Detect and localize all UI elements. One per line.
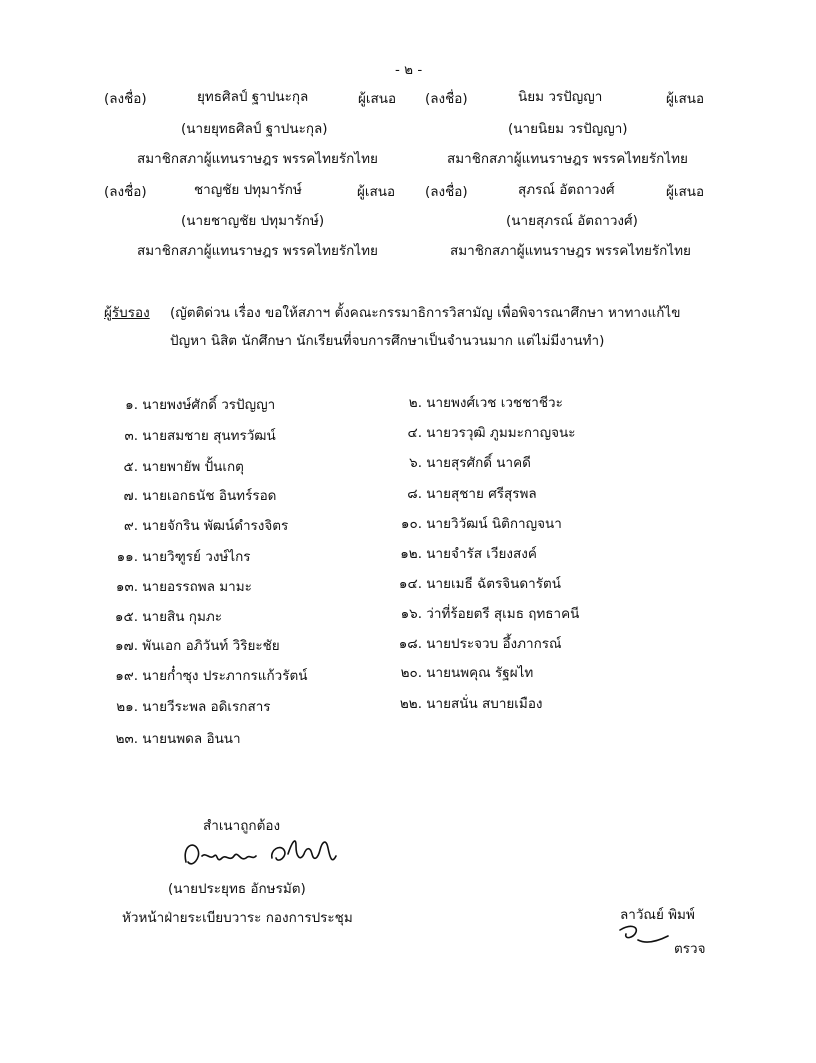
motion-subject-line2: ปัญหา นิสิต นักศึกษา นักเรียนที่จบการศึกษาเป็นจำนวนมาก แต่ไม่มีงานทำ) <box>170 333 605 349</box>
proposer-role: ผู้เสนอ <box>666 184 705 200</box>
signature-text: นิยม วรปัญญา <box>518 89 603 105</box>
endorser-name: นายพงศ์เวช เวชชาชีวะ <box>426 395 563 411</box>
item-number: ๓. <box>124 428 138 444</box>
certifier-name: (นายประยุทธ อักษรมัต) <box>168 881 306 897</box>
item-number: ๑๗. <box>114 638 138 654</box>
proposer-name: (นายยุทธศิลป์ ฐาปนะกุล) <box>181 121 328 137</box>
endorser-name: นายอรรถพล มามะ <box>142 579 252 595</box>
list-item <box>388 692 543 714</box>
motion-subject-line1: (ญัตติด่วน เรื่อง ขอให้สภาฯ ตั้งคณะกรรมาธิการวิสามัญ เพื่อพิจารณาศึกษา หาทางแก้ไข <box>170 305 681 321</box>
list-item <box>388 482 537 504</box>
endorser-name: นายวิวัฒน์ นิติกาญจนา <box>426 516 562 532</box>
list-item <box>104 634 280 656</box>
item-number: ๑๖. <box>400 606 422 622</box>
endorser-name: นายจำรัส เวียงสงค์ <box>426 546 537 562</box>
endorser-name: นายเมธี ฉัตรจินดารัตน์ <box>426 576 562 592</box>
certified-copy-label: สำเนาถูกต้อง <box>203 818 281 834</box>
list-item <box>388 512 562 534</box>
endorser-name: นายสุรศักดิ์ นาคดี <box>426 455 531 471</box>
item-number: ๑. <box>125 397 138 413</box>
endorser-name: นายสมชาย สุนทรวัฒน์ <box>142 428 276 444</box>
endorser-name: นายพายัพ ปั้นเกตุ <box>142 459 244 475</box>
list-item <box>104 514 288 536</box>
proposer-name: (นายนิยม วรปัญญา) <box>508 121 628 137</box>
list-item <box>388 391 563 413</box>
endorser-name: พันเอก อภิวันท์ วิริยะชัย <box>142 638 280 654</box>
list-item <box>388 421 576 443</box>
item-number: ๕. <box>123 459 138 475</box>
item-number: ๑๘. <box>398 636 422 652</box>
initial-signature <box>616 922 676 948</box>
item-number: ๑๓. <box>115 579 138 595</box>
list-item <box>104 664 308 686</box>
endorser-name: นายก๋ำซุง ประภากรแก้วรัตน์ <box>142 668 308 684</box>
list-item <box>104 575 252 597</box>
list-item <box>388 572 561 594</box>
list-item <box>104 393 275 415</box>
list-item <box>388 632 562 654</box>
endorser-name: นายประจวบ อึ้งภากรณ์ <box>426 636 562 652</box>
sign-prefix: (ลงชื่อ) <box>104 91 147 107</box>
list-item <box>104 484 276 506</box>
sign-prefix: (ลงชื่อ) <box>104 184 147 200</box>
signature-text: ชาญชัย ปทุมารักษ์ <box>194 182 302 198</box>
list-item <box>104 455 244 477</box>
proposer-name: (นายชาญชัย ปทุมารักษ์) <box>181 213 325 229</box>
item-number: ๑๕. <box>114 609 138 625</box>
list-item <box>104 605 222 627</box>
list-item <box>388 602 579 624</box>
endorser-name: ว่าที่ร้อยตรี สุเมธ ฤทธาคนี <box>426 606 580 622</box>
endorser-name: นายสนั่น สบายเมือง <box>426 696 543 712</box>
item-number: ๗. <box>123 488 138 504</box>
item-number: ๒. <box>408 395 422 411</box>
endorser-name: นายเอกธนัช อินทร์รอด <box>142 488 277 504</box>
item-number: ๖. <box>409 455 422 471</box>
item-number: ๒๒. <box>399 696 422 712</box>
list-item <box>388 451 531 473</box>
endorser-name: นายจักริน พัฒน์ดำรงจิตร <box>142 518 289 534</box>
list-item <box>388 661 533 683</box>
certifier-title: หัวหน้าฝ่ายระเบียบวาระ กองการประชุม <box>122 910 353 926</box>
list-item <box>104 545 251 567</box>
item-number: ๑๐. <box>400 516 422 532</box>
endorser-name: นายนพดล อินนา <box>142 731 241 747</box>
endorsers-heading: ผู้รับรอง <box>104 305 150 321</box>
proposer-role: ผู้เสนอ <box>666 91 705 107</box>
signature-text: ยุทธศิลป์ ฐาปนะกุล <box>197 89 309 105</box>
checked-label: ตรวจ <box>674 941 706 957</box>
signature-text: สุภรณ์ อัตถาวงศ์ <box>518 182 615 198</box>
item-number: ๑๒. <box>400 546 422 562</box>
endorser-name: นายพงษ์ศักดิ์ วรปัญญา <box>142 397 276 413</box>
list-item <box>388 542 537 564</box>
page-number: - ๒ - <box>395 62 423 78</box>
item-number: ๑๔. <box>398 576 422 592</box>
endorser-name: นายสุชาย ศรีสุรพล <box>426 486 537 502</box>
sign-prefix: (ลงชื่อ) <box>425 184 468 200</box>
proposer-position: สมาชิกสภาผู้แทนราษฎร พรรคไทยรักไทย <box>450 243 691 259</box>
item-number: ๒๑. <box>116 699 138 715</box>
proposer-name: (นายสุภรณ์ อัตถาวงศ์) <box>506 213 638 229</box>
endorser-name: นายวิฑูรย์ วงษ์ไกร <box>142 549 251 565</box>
proposer-position: สมาชิกสภาผู้แทนราษฎร พรรคไทยรักไทย <box>137 151 378 167</box>
proposer-position: สมาชิกสภาผู้แทนราษฎร พรรคไทยรักไทย <box>137 243 378 259</box>
list-item <box>104 424 276 446</box>
proposer-role: ผู้เสนอ <box>358 91 397 107</box>
endorser-name: นายวรวุฒิ ภูมมะกาญจนะ <box>426 425 576 441</box>
proposer-position: สมาชิกสภาผู้แทนราษฎร พรรคไทยรักไทย <box>447 151 688 167</box>
proposer-role: ผู้เสนอ <box>357 184 396 200</box>
endorser-name: นายวีระพล อดิเรกสาร <box>142 699 271 715</box>
endorser-name: นายนพคุณ รัฐผไท <box>426 665 534 681</box>
item-number: ๙. <box>123 518 138 534</box>
item-number: ๔. <box>407 425 422 441</box>
item-number: ๑๙. <box>115 668 138 684</box>
list-item <box>104 727 241 749</box>
endorser-name: นายสิน กุมภะ <box>142 609 222 625</box>
item-number: ๘. <box>407 486 422 502</box>
handwritten-signature <box>180 832 340 876</box>
list-item <box>104 695 271 717</box>
sign-prefix: (ลงชื่อ) <box>425 91 468 107</box>
printed-by: ลาวัณย์ พิมพ์ <box>620 907 695 923</box>
item-number: ๒๐. <box>400 665 422 681</box>
item-number: ๒๓. <box>115 731 138 747</box>
item-number: ๑๑. <box>116 549 138 565</box>
